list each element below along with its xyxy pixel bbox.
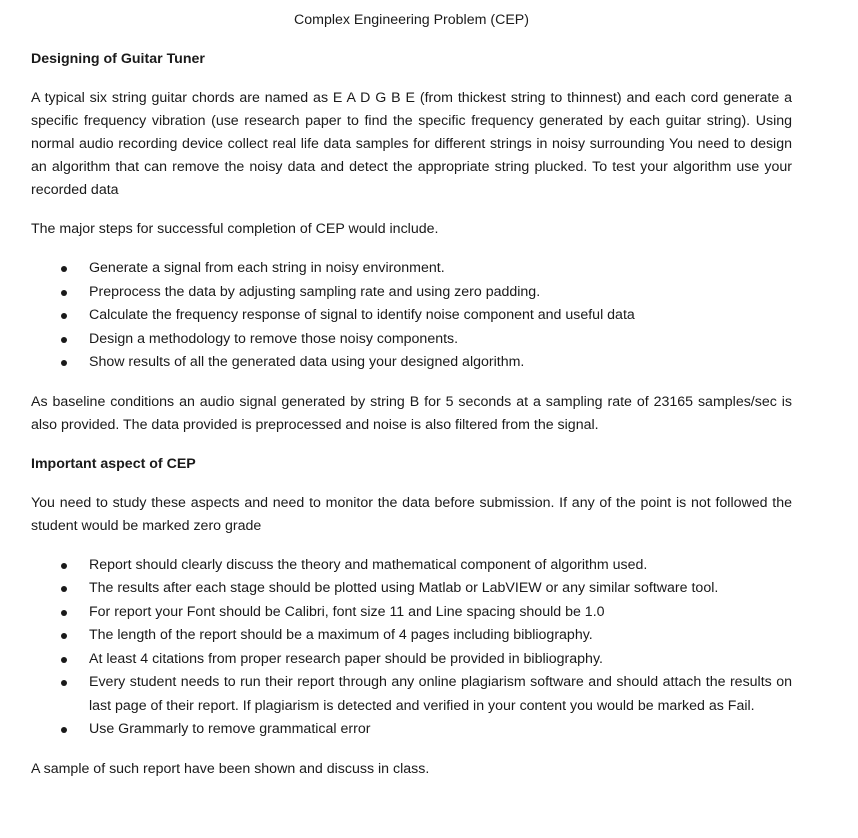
section-heading-guitar-tuner: Designing of Guitar Tuner <box>31 51 205 67</box>
intro-paragraph: A typical six string guitar chords are named as E A D G B E (from thickest string to thinnest) and each cord generate a specific frequency vibration (use research paper to find the specific frequency generated by each guitar string). Using normal audio recording device collect real life data samples for different strings in noisy surrounding You need to design an algorithm that can remove the noisy data and detect the appropriate string plucked. To test your algorithm use your recorded data <box>31 90 792 198</box>
bullet-icon <box>61 727 67 733</box>
list-item-text: Preprocess the data by adjusting sampling rate and using zero padding. <box>89 283 541 300</box>
list-item-text: Use Grammarly to remove grammatical error <box>89 721 371 737</box>
list-item <box>31 328 792 352</box>
list-item-text: Generate a signal from each string in noisy environment. <box>89 260 445 276</box>
bullet-icon <box>61 360 67 366</box>
document-title: Complex Engineering Problem (CEP) <box>294 12 529 28</box>
bullet-icon <box>61 563 67 569</box>
steps-list <box>31 257 792 375</box>
aspects-list <box>31 554 792 742</box>
section-heading-important-aspects: Important aspect of CEP <box>31 455 196 472</box>
list-item <box>31 257 792 281</box>
list-item <box>31 624 792 648</box>
list-item <box>31 304 792 328</box>
list-item <box>31 577 792 601</box>
list-item <box>31 601 792 625</box>
bullet-icon <box>61 337 67 343</box>
list-item <box>31 648 792 672</box>
bullet-icon <box>61 586 67 592</box>
steps-intro-paragraph: The major steps for successful completion of CEP would include. <box>31 221 439 237</box>
list-item-text: Every student needs to run their report through any online plagiarism software and should attach the results on last page of their report. If plagiarism is detected and verified in your content you would be marked as Fail. <box>89 674 792 714</box>
bullet-icon <box>61 266 67 272</box>
list-item <box>31 281 792 305</box>
list-item <box>31 554 792 578</box>
list-item-text: For report your Font should be Calibri, font size 11 and Line spacing should be 1.0 <box>89 603 605 620</box>
list-item-text: Design a methodology to remove those noisy components. <box>89 330 459 347</box>
bullet-icon <box>61 610 67 616</box>
list-item <box>31 671 792 718</box>
list-item-text: At least 4 citations from proper research paper should be provided in bibliography. <box>89 650 603 667</box>
list-item-text: Calculate the frequency response of signal to identify noise component and useful data <box>89 307 635 323</box>
closing-paragraph: A sample of such report have been shown and discuss in class. <box>31 760 430 777</box>
bullet-icon <box>61 313 67 319</box>
list-item <box>31 718 792 742</box>
list-item <box>31 351 792 375</box>
list-item-text: Report should clearly discuss the theory and mathematical component of algorithm used. <box>89 556 648 573</box>
list-item-text: The length of the report should be a maximum of 4 pages including bibliography. <box>89 627 593 643</box>
list-item-text: The results after each stage should be plotted using Matlab or LabVIEW or any similar software tool. <box>89 580 719 596</box>
list-item-text: Show results of all the generated data using your designed algorithm. <box>89 354 525 370</box>
aspects-intro-paragraph: You need to study these aspects and need to monitor the data before submission. If any of the point is not followed the student would be marked zero grade <box>31 494 792 534</box>
baseline-paragraph: As baseline conditions an audio signal generated by string B for 5 seconds at a sampling rate of 23165 samples/sec is also provided. The data provided is preprocessed and noise is also filtered from the signal. <box>31 393 792 433</box>
bullet-icon <box>61 290 67 296</box>
bullet-icon <box>61 633 67 639</box>
bullet-icon <box>61 680 67 686</box>
bullet-icon <box>61 657 67 663</box>
